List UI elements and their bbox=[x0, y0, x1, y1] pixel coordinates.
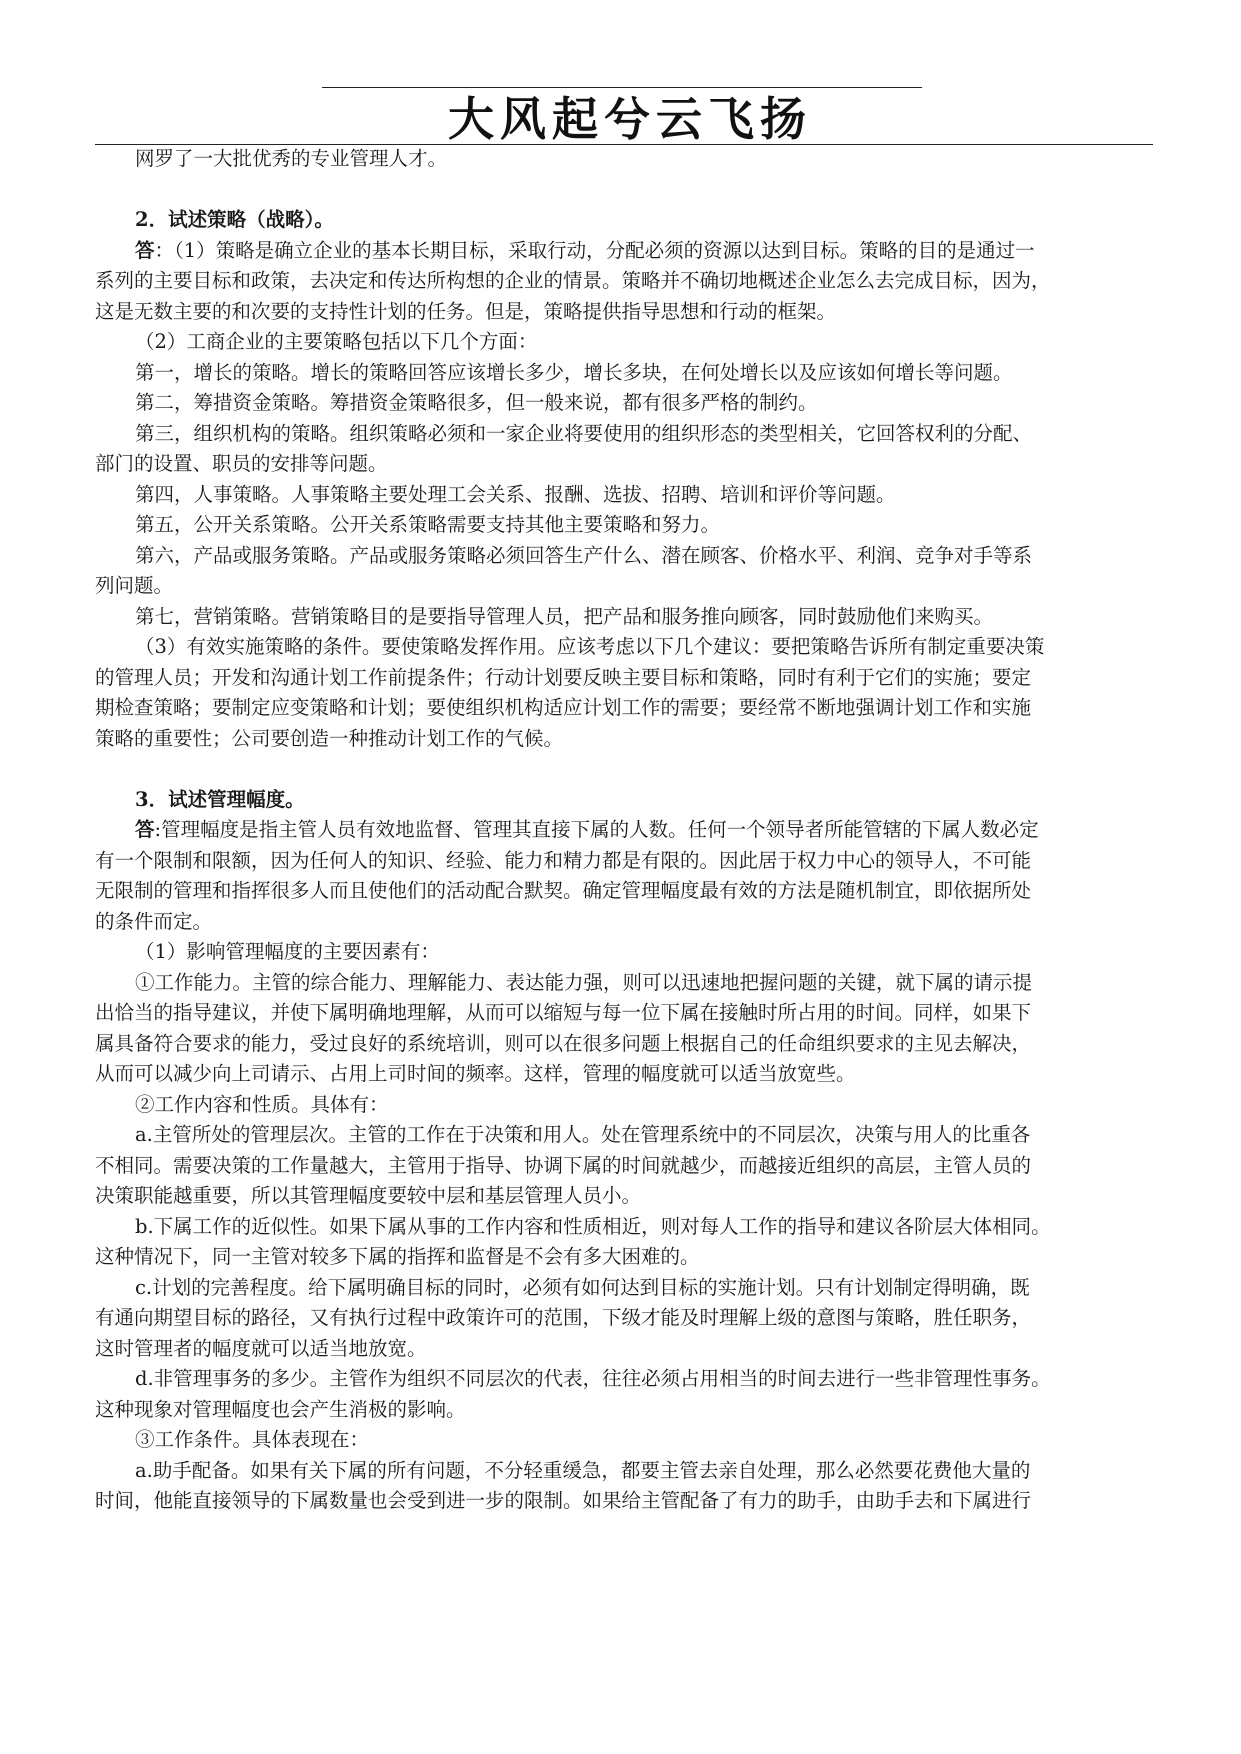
text-line bbox=[95, 236, 1153, 267]
paragraph bbox=[95, 358, 1153, 389]
line-text: 第四，人事策略。人事策略主要处理工会关系、报酬、选拔、招聘、培训和评价等问题。 bbox=[135, 482, 896, 506]
text-line bbox=[95, 693, 1153, 724]
line-text: ③工作条件。具体表现在： bbox=[135, 1428, 370, 1451]
line-text: c.计划的完善程度。给下属明确目标的同时，必须有如何达到目标的实施计划。只有计划制定得明确，既 bbox=[135, 1275, 1030, 1299]
text-line bbox=[95, 1364, 1153, 1395]
text-line bbox=[95, 541, 1153, 572]
line-text: 决策职能越重要，所以其管理幅度要较中层和基层管理人员小。 bbox=[95, 1184, 642, 1207]
text-line bbox=[95, 388, 1153, 419]
paragraph bbox=[95, 1273, 1153, 1365]
line-text: 第六，产品或服务策略。产品或服务策略必须回答生产什么、潜在顾客、价格水平、利润、竞争对手等系 bbox=[135, 543, 1033, 567]
text-line bbox=[95, 846, 1153, 877]
line-text: a.主管所处的管理层次。主管的工作在于决策和用人。处在管理系统中的不同层次，决策与用人的比重各 bbox=[135, 1123, 1031, 1146]
paragraph bbox=[95, 327, 1153, 358]
text-line bbox=[95, 144, 1153, 175]
line-text: 第一，增长的策略。增长的策略回答应该增长多少，增长多块，在何处增长以及应该如何增长等问题。 bbox=[135, 360, 1013, 384]
paragraph bbox=[95, 968, 1153, 1090]
text-line bbox=[95, 510, 1153, 541]
text-line bbox=[95, 663, 1153, 694]
line-text: 第五，公开关系策略。公开关系策略需要支持其他主要策略和努力。 bbox=[135, 513, 721, 536]
paragraph bbox=[95, 1456, 1153, 1517]
text-line bbox=[95, 876, 1153, 907]
paragraph bbox=[95, 541, 1153, 602]
text-line bbox=[95, 1151, 1153, 1182]
text-line bbox=[95, 449, 1153, 480]
text-line bbox=[95, 1181, 1153, 1212]
line-text: 这种现象对管理幅度也会产生消极的影响。 bbox=[95, 1397, 466, 1421]
text-line bbox=[95, 1425, 1153, 1456]
text-line bbox=[95, 266, 1153, 297]
answer-label: 答 bbox=[135, 818, 155, 841]
paragraph bbox=[95, 815, 1153, 937]
line-text: ②工作内容和性质。具体有： bbox=[135, 1092, 389, 1116]
line-text: :管理幅度是指主管人员有效地监督、管理其直接下属的人数。任何一个领导者所能管辖的下属人数必定 bbox=[154, 818, 1039, 841]
paragraph-gap bbox=[95, 754, 1153, 785]
line-text: a.助手配备。如果有关下属的所有问题，不分轻重缓急，都要主管去亲自处理，那么必然要花费他大量的 bbox=[135, 1458, 1031, 1482]
text-line bbox=[95, 724, 1153, 755]
text-line bbox=[95, 1090, 1153, 1121]
section-heading bbox=[95, 205, 1153, 236]
text-line bbox=[95, 602, 1153, 633]
text-line bbox=[95, 632, 1153, 663]
paragraph bbox=[95, 937, 1153, 968]
line-text: 网罗了一大批优秀的专业管理人才。 bbox=[135, 147, 448, 170]
text-line bbox=[95, 327, 1153, 358]
paragraph bbox=[95, 602, 1153, 633]
line-text: 有通向期望目标的路径，又有执行过程中政策许可的范围，下级才能及时理解上级的意图与策略，胜任职务， bbox=[95, 1306, 1032, 1329]
document-body bbox=[95, 144, 1153, 1517]
text-line bbox=[95, 1486, 1153, 1517]
section-heading bbox=[95, 785, 1153, 816]
line-text: b.下属工作的近似性。如果下属从事的工作内容和性质相近，则对每人工作的指导和建议各阶层大体相同。 bbox=[135, 1214, 1051, 1238]
text-line bbox=[95, 205, 1153, 236]
line-text: 列问题。 bbox=[95, 574, 174, 597]
line-text: 这时管理者的幅度就可以适当地放宽。 bbox=[95, 1336, 427, 1360]
paragraph bbox=[95, 419, 1153, 480]
line-text: 第三，组织机构的策略。组织策略必须和一家企业将要使用的组织形态的类型相关，它回答权利的分配、 bbox=[135, 421, 1033, 445]
text-line bbox=[95, 998, 1153, 1029]
text-line bbox=[95, 1334, 1153, 1365]
text-line bbox=[95, 358, 1153, 389]
paragraph bbox=[95, 236, 1153, 328]
paragraph bbox=[95, 1120, 1153, 1212]
paragraph bbox=[95, 480, 1153, 511]
line-text: 有一个限制和限额，因为任何人的知识、经验、能力和精力都是有限的。因此居于权力中心的领导人，不可能 bbox=[95, 848, 1032, 872]
line-text: ：（1）策略是确立企业的基本长期目标，采取行动，分配必须的资源以达到目标。策略的目的是通过一 bbox=[154, 238, 1035, 262]
text-line bbox=[95, 968, 1153, 999]
line-text: 策略的重要性；公司要创造一种推动计划工作的气候。 bbox=[95, 726, 564, 750]
paragraph bbox=[95, 510, 1153, 541]
answer-label: 答 bbox=[135, 238, 155, 262]
text-line bbox=[95, 785, 1153, 816]
line-text: （2）工商企业的主要策略包括以下几个方面： bbox=[135, 330, 538, 353]
text-line bbox=[95, 815, 1153, 846]
line-text: 不相同。需要决策的工作量越大，主管用于指导、协调下属的时间就越少，而越接近组织的高层，主管人员的 bbox=[95, 1153, 1032, 1177]
text-line bbox=[95, 1303, 1153, 1334]
line-text: 时间，他能直接领导的下属数量也会受到进一步的限制。如果给主管配备了有力的助手，由助手去和下属进行 bbox=[95, 1489, 1032, 1512]
paragraph bbox=[95, 1212, 1153, 1273]
line-text: 2．试述策略（战略）。 bbox=[135, 208, 334, 231]
paragraph bbox=[95, 144, 1153, 175]
paragraph bbox=[95, 1090, 1153, 1121]
line-text: （1）影响管理幅度的主要因素有： bbox=[135, 940, 440, 963]
text-line bbox=[95, 937, 1153, 968]
paragraph bbox=[95, 1364, 1153, 1425]
line-text: 部门的设置、职员的安排等问题。 bbox=[95, 452, 388, 475]
line-text: 从而可以减少向上司请示、占用上司时间的频率。这样，管理的幅度就可以适当放宽些。 bbox=[95, 1062, 856, 1085]
line-text: 的条件而定。 bbox=[95, 909, 213, 933]
line-text: 第七，营销策略。营销策略目的是要指导管理人员，把产品和服务推向顾客，同时鼓励他们来购买。 bbox=[135, 604, 994, 628]
line-text: 出恰当的指导建议，并使下属明确地理解，从而可以缩短与每一位下属在接触时所占用的时间。同样，如果下 bbox=[95, 1001, 1032, 1024]
header-top-rule bbox=[322, 87, 922, 88]
line-text: ①工作能力。主管的综合能力、理解能力、表达能力强，则可以迅速地把握问题的关键，就下属的请示提 bbox=[135, 970, 1033, 994]
line-text: 这是无数主要的和次要的支持性计划的任务。但是，策略提供指导思想和行动的框架。 bbox=[95, 299, 837, 323]
text-line bbox=[95, 571, 1153, 602]
text-line bbox=[95, 419, 1153, 450]
line-text: 属具备符合要求的能力，受过良好的系统培训，则可以在很多问题上根据自己的任命组织要求的主见去解决， bbox=[95, 1031, 1032, 1055]
text-line bbox=[95, 297, 1153, 328]
text-line bbox=[95, 1029, 1153, 1060]
line-text: 期检查策略；要制定应变策略和计划；要使组织机构适应计划工作的需要；要经常不断地强调计划工作和实施 bbox=[95, 696, 1032, 719]
paragraph bbox=[95, 632, 1153, 754]
line-text: d.非管理事务的多少。主管作为组织不同层次的代表，往往必须占用相当的时间去进行一些非管理性事务。 bbox=[135, 1367, 1051, 1390]
text-line bbox=[95, 1212, 1153, 1243]
line-text: 的管理人员；开发和沟通计划工作前提条件；行动计划要反映主要目标和策略，同时有利于它们的实施；要定 bbox=[95, 665, 1032, 689]
text-line bbox=[95, 1059, 1153, 1090]
paragraph-gap bbox=[95, 175, 1153, 206]
text-line bbox=[95, 1120, 1153, 1151]
text-line bbox=[95, 1242, 1153, 1273]
text-line bbox=[95, 1456, 1153, 1487]
paragraph bbox=[95, 1425, 1153, 1456]
line-text: 无限制的管理和指挥很多人而且使他们的活动配合默契。确定管理幅度最有效的方法是随机制宜，即依据所处 bbox=[95, 879, 1032, 902]
text-line bbox=[95, 480, 1153, 511]
line-text: 第二，筹措资金策略。筹措资金策略很多，但一般来说，都有很多严格的制约。 bbox=[135, 391, 818, 414]
paragraph bbox=[95, 388, 1153, 419]
line-text: 这种情况下，同一主管对较多下属的指挥和监督是不会有多大困难的。 bbox=[95, 1245, 700, 1268]
header-banner: 大风起兮云飞扬 bbox=[448, 92, 812, 146]
line-text: （3）有效实施策略的条件。要使策略发挥作用。应该考虑以下几个建议：要把策略告诉所有制定重要决策 bbox=[135, 635, 1045, 658]
line-text: 3．试述管理幅度。 bbox=[135, 787, 305, 811]
text-line bbox=[95, 1273, 1153, 1304]
line-text: 系列的主要目标和政策，去决定和传达所构想的企业的情景。策略并不确切地概述企业怎么去完成目标，因为， bbox=[95, 269, 1051, 292]
text-line bbox=[95, 1395, 1153, 1426]
text-line bbox=[95, 907, 1153, 938]
